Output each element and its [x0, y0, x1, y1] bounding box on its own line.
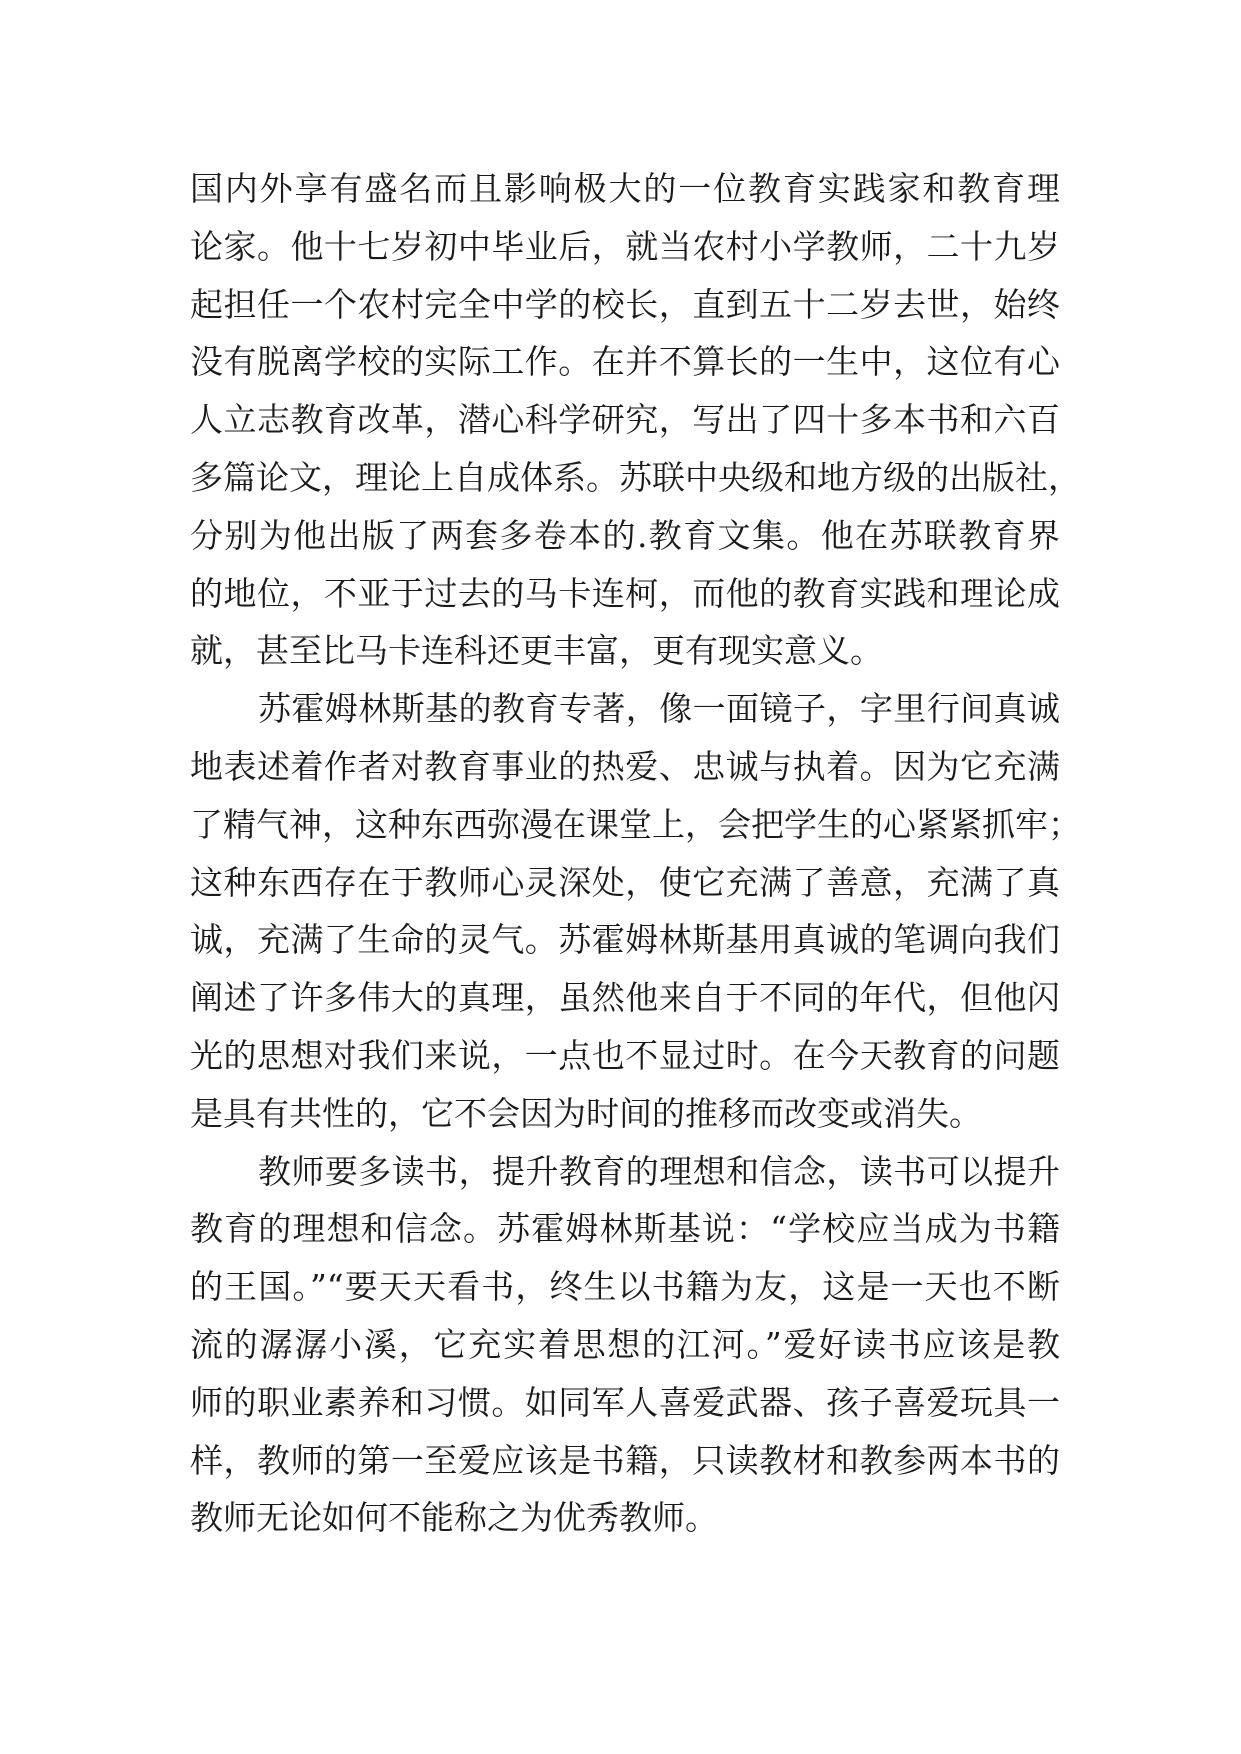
text-line: 地表述着作者对教育事业的热爱、忠诚与执着。因为它充满 [190, 746, 1060, 786]
text-line: 流的潺潺小溪，它充实着思想的江河。”爱好读书应该是教 [190, 1324, 1060, 1364]
text-line: 论家。他十七岁初中毕业后，就当农村小学教师，二十九岁 [190, 226, 1060, 266]
text-line: 样，教师的第一至爱应该是书籍，只读教材和教参两本书的 [190, 1440, 1060, 1480]
paragraph-1 [190, 160, 1081, 680]
text-line: 没有脱离学校的实际工作。在并不算长的一生中，这位有心 [190, 342, 1060, 382]
body-text [190, 160, 1081, 1547]
text-line: 教师要多读书，提升教育的理想和信念，读书可以提升 [258, 1151, 1060, 1191]
text-line: 师的职业素养和习惯。如同军人喜爱武器、孩子喜爱玩具一 [190, 1382, 1060, 1422]
text-line: 国内外享有盛名而且影响极大的一位教育实践家和教育理 [190, 169, 1060, 208]
text-line: 苏霍姆林斯基的教育专著，像一面镜子，字里行间真诚 [258, 689, 1060, 729]
text-line: 这种东西存在于教师心灵深处，使它充满了善意，充满了真 [190, 862, 1060, 902]
text-line: 就，甚至比马卡连科还更丰富，更有现实意义。 [190, 631, 883, 671]
text-line: 阐述了许多伟大的真理，虽然他来自于不同的年代，但他闪 [190, 978, 1060, 1018]
text-line: 分别为他出版了两套多卷本的.教育文集。他在苏联教育界 [190, 515, 1060, 555]
text-line: 光的思想对我们来说，一点也不显过时。在今天教育的问题 [190, 1035, 1060, 1075]
text-line: 教育的理想和信念。苏霍姆林斯基说：“学校应当成为书籍 [190, 1209, 1060, 1249]
paragraph-2 [190, 680, 1081, 1142]
text-line: 是具有共性的，它不会因为时间的推移而改变或消失。 [190, 1093, 982, 1133]
text-line: 起担任一个农村完全中学的校长，直到五十二岁去世，始终 [190, 284, 1060, 324]
text-line: 人立志教育改革，潜心科学研究，写出了四十多本书和六百 [190, 400, 1060, 440]
text-line: 的王国。”“要天天看书，终生以书籍为友，这是一天也不断 [190, 1267, 1060, 1307]
text-line: 多篇论文，理论上自成体系。苏联中央级和地方级的出版社， [190, 457, 1081, 497]
text-line: 的地位，不亚于过去的马卡连柯，而他的教育实践和理论成 [190, 573, 1060, 613]
paragraph-3 [190, 1143, 1060, 1548]
text-line: 了精气神，这种东西弥漫在课堂上，会把学生的心紧紧抓牢； [190, 804, 1081, 844]
text-line: 教师无论如何不能称之为优秀教师。 [190, 1498, 718, 1538]
text-line: 诚，充满了生命的灵气。苏霍姆林斯基用真诚的笔调向我们 [190, 920, 1060, 960]
